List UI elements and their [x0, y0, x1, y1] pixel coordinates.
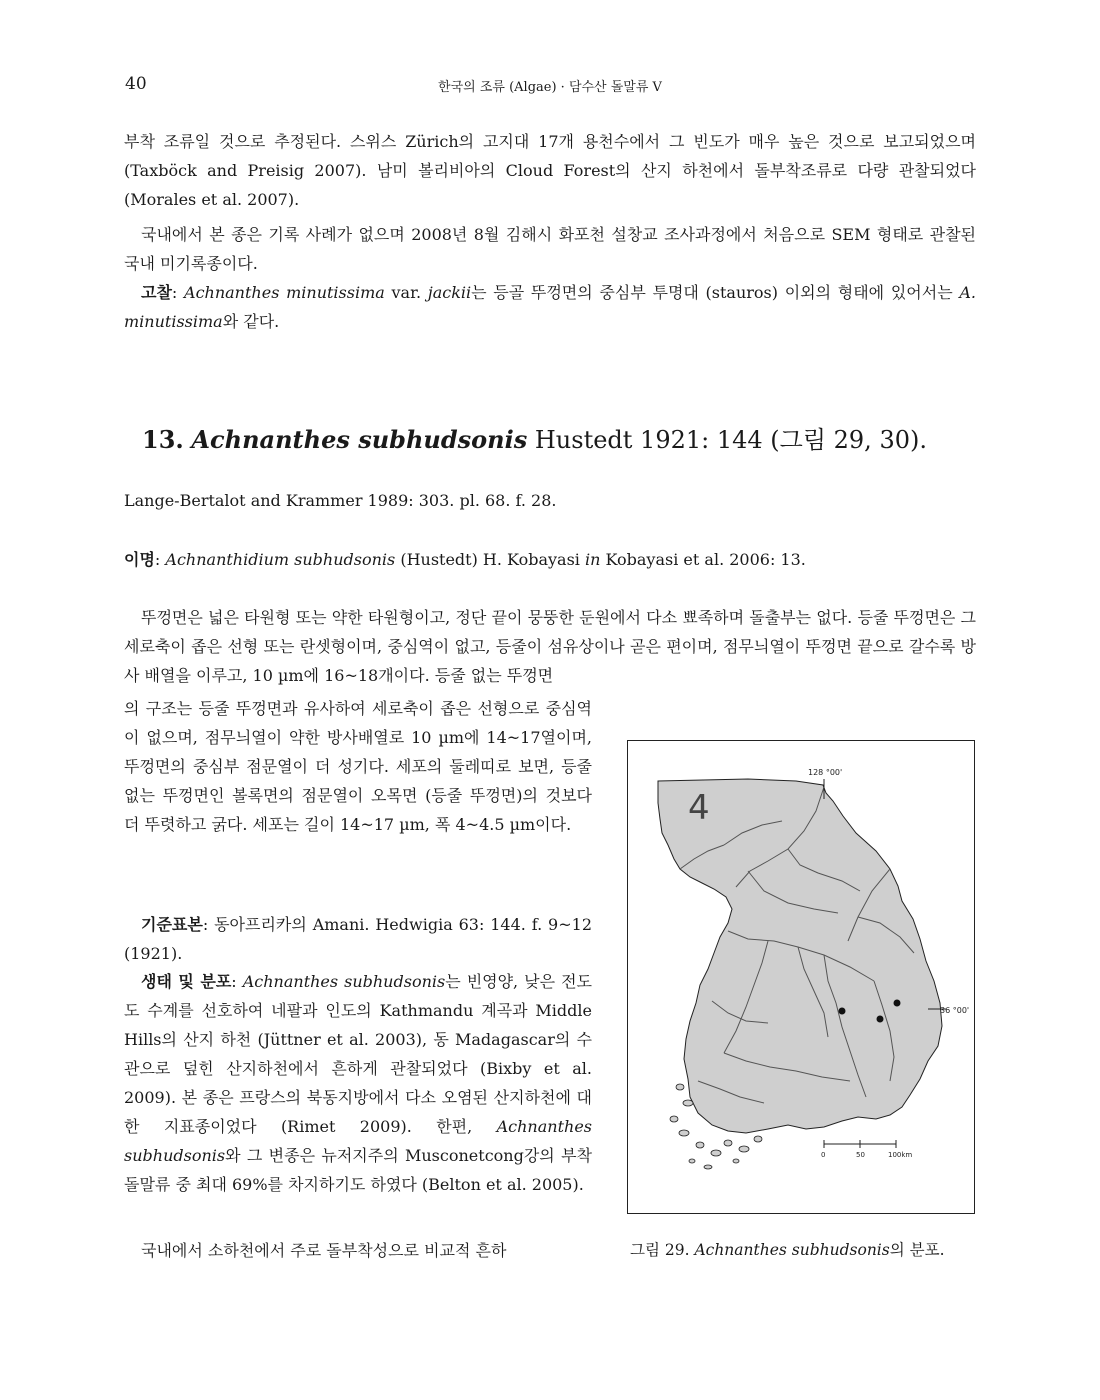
species-heading	[142, 420, 927, 455]
intro-paragraph-2: 국내에서 본 종은 기록 사례가 없으며 2008년 8월 김해시 화포천 설창교 조사과정에서 처음으로 SEM 형태로 관찰된 국내 미기록종이다.	[124, 225, 976, 273]
type-specimen	[124, 910, 592, 968]
ecology-text-2: 와 그 변종은 뉴저지주의 Musconetcong강의 부착돌말류 중 최대 69%를 차지하기도 하였다 (Belton et al. 2005).	[124, 1146, 592, 1194]
ecology-paragraph: 생태 및 분포: Achnanthes subhudsonis는 빈영양, 낮은 전도도 수계를 선호하여 네팔과 인도의 Kathmandu 계곡과 Middle Hills의 산지 하천 (Jüttner et al. 2003), 동 Madagascar의 수관으로 덮힌 산지하천에서 흔하게 관찰되었다 (Bixby et al. 2009). 본 종은 프랑스의 북동지방에서 다소 오염된 산지하천에 대한 지표종이었다 (Rimet 2009). 한편, Achnanthes subhudsonis와 그 변종은 뉴저지주의 Musconetcong강의 부착돌말류 중 최대 69%를 차지하기도 하였다 (Belton et al. 2005).	[124, 972, 593, 1194]
distribution-dot	[839, 1008, 846, 1015]
ecology-text-1: 는 빈영양, 낮은 전도도 수계를 선호하여 네팔과 인도의 Kathmandu 계곡과 Middle Hills의 산지 하천 (Jüttner et al. 2003), 동 Madagascar의 수관으로 덮힌 산지하천에서 흔하게 관찰되었다 (Bixby et al. 2009). 본 종은 프랑스의 북동지방에서 다소 오염된 산지하천에 대한 지표종이었다 (Rimet 2009). 한편,	[124, 972, 593, 1136]
type-specimen-text: : 동아프리카의 Amani. Hedwigia 63: 144. f. 9~12 (1921).	[124, 915, 592, 963]
distribution-map-figure	[627, 740, 975, 1214]
map-number: 4	[688, 788, 710, 828]
longitude-label: 128 °00'	[808, 768, 843, 777]
description-narrow: 의 구조는 등줄 뚜껑면과 유사하여 세로축이 좁은 선형으로 중심역이 없으며, 점무늬열이 약한 방사배열로 10 µm에 14~17열이며, 뚜껑면의 중심부 점문열이 더 성기다. 세포의 둘레띠로 보면, 등줄 없는 뚜껑면인 볼록면의 점문열이 오목면 (등줄 뚜껑면)의 것보다 더 뚜렷하고 굵다. 세포는 길이 14~17 µm, 폭 4~4.5 µm이다.	[124, 699, 592, 834]
synonym-author: (Hustedt) H. Kobayasi	[395, 550, 585, 569]
distribution-map	[628, 741, 974, 1213]
synonym-line: 이명: Achnanthidium subhudsonis (Hustedt) H. Kobayasi in Kobayasi et al. 2006: 13.	[124, 550, 806, 569]
page-number: 40	[125, 74, 147, 94]
caption-taxon: Achnanthes subhudsonis	[694, 1241, 890, 1259]
synonym-label: 이명	[124, 550, 155, 569]
intro-paragraph-1: 부착 조류일 것으로 추정된다. 스위스 Zürich의 고지대 17개 용천수에서 그 빈도가 매우 높은 것으로 보고되었으며 (Taxböck and Preisig 2007). 남미 볼리비아의 Cloud Forest의 산지 하천에서 돌부착조류로 다량 관찰되었다 (Morales et al. 2007).	[124, 132, 976, 209]
scale-label-0: 0	[821, 1151, 826, 1159]
description-full: 뚜껑면은 넓은 타원형 또는 약한 타원형이고, 정단 끝이 뭉뚱한 둔원에서 다소 뾰족하며 돌출부는 없다. 등줄 뚜껑면은 그 세로축이 좁은 선형 또는 란셋형이며, 중심역이 없고, 등줄이 섬유상이나 곧은 편이며, 점무늬열이 뚜껑면 끝으로 갈수록 방사 배열을 이루고, 10 µm에 16~18개이다. 등줄 없는 뚜껑면	[124, 608, 976, 685]
remark-taxon: Achnanthes minutissima	[184, 283, 385, 302]
distribution-dot	[894, 1000, 901, 1007]
synonym-name: Achnanthidium subhudsonis	[165, 550, 396, 569]
figure-caption	[630, 1238, 945, 1260]
caption-suffix: 의 분포.	[889, 1241, 945, 1259]
synonym-rest: Kobayasi et al. 2006: 13.	[600, 550, 806, 569]
remark-taxon-2: A. minutissima	[124, 283, 976, 331]
species-name: Achnanthes subhudsonis	[191, 425, 528, 454]
remark-var-name: jackii	[427, 283, 472, 302]
species-reference: Lange-Bertalot and Krammer 1989: 303. pl. 68. f. 28.	[124, 491, 557, 510]
species-number: 13.	[142, 425, 184, 454]
remark-label: 고찰	[141, 283, 172, 302]
ecology-label: 생태 및 분포	[141, 972, 232, 991]
remark-text: 는 등골 뚜껑면의 중심부 투명대 (stauros) 이외의 형태에 있어서는	[471, 283, 960, 302]
latitude-label: 36 °00'	[940, 1006, 970, 1015]
running-title: 한국의 조류 (Algae) · 담수산 돌말류 V	[438, 80, 662, 95]
ecology-taxon: Achnanthes subhudsonis	[242, 972, 446, 991]
synonym-in: in	[584, 550, 601, 569]
scale-label-50: 50	[856, 1151, 865, 1159]
species-authority: Hustedt 1921: 144 (그림 29, 30).	[527, 426, 927, 454]
remark-end: 와 같다.	[222, 312, 280, 331]
scale-label-100: 100km	[888, 1151, 913, 1159]
remark-var: var.	[384, 283, 428, 302]
distribution-dot	[877, 1016, 884, 1023]
type-specimen-label: 기준표본	[141, 915, 203, 934]
remark-paragraph: 고찰: Achnanthes minutissima var. jackii는 등골 뚜껑면의 중심부 투명대 (stauros) 이외의 형태에 있어서는 A. minutissima와 같다.	[124, 283, 976, 331]
ecology-last-line: 국내에서 소하천에서 주로 돌부착성으로 비교적 흔하	[141, 1241, 507, 1260]
ecology-taxon-2: Achnanthes subhudsonis	[124, 1117, 592, 1165]
scale-bar	[821, 1140, 912, 1159]
caption-prefix: 그림 29.	[630, 1241, 695, 1259]
